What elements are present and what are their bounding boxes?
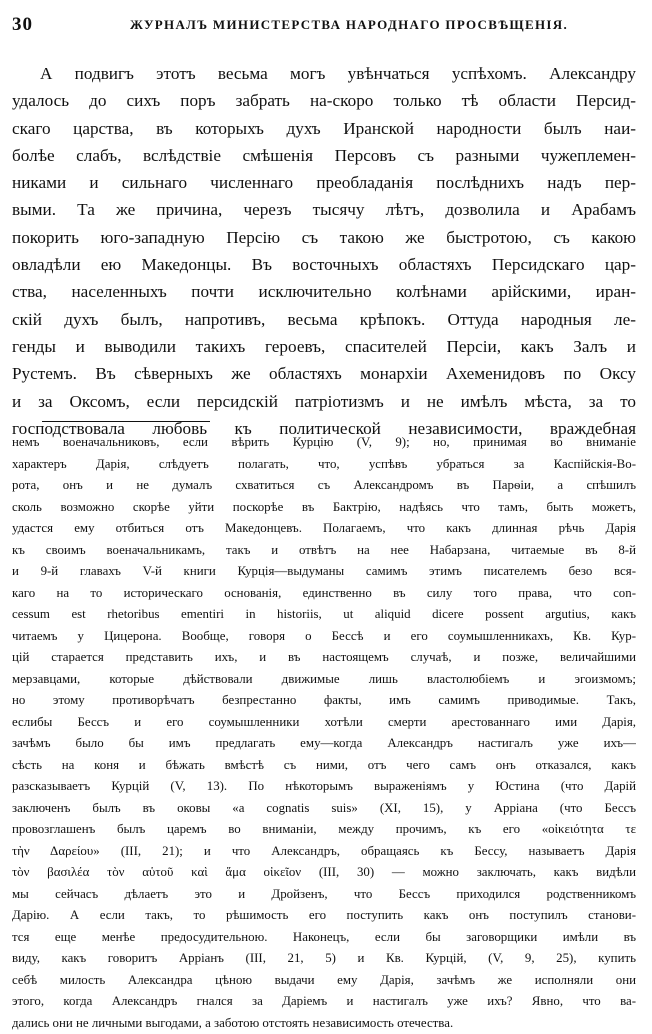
footnote-line: зачѣмъ было бы имъ предлагать ему—когда Александръ настигалъ уже ихъ— <box>12 733 636 755</box>
footnote-line: мы сейчасъ дѣлаетъ это и Дройзенъ, что Бессъ приходился родственникомъ <box>12 884 636 906</box>
footnote-line: τὴν Δαρείου» (III, 21); и что Александръ, обращаясь къ Бессу, называетъ Дарія <box>12 841 636 863</box>
footnote <box>12 432 636 1034</box>
footnote-line: провозглашенъ былъ царемъ во вниманіи, между прочимъ, къ его «οἰκειότητα τε <box>12 819 636 841</box>
footnote-line: еслибы Бессъ и его соумышленники хотѣли смерти арестованнаго ими Дарія, <box>12 712 636 734</box>
footnote-line: и 9-й главахъ V-й книги Курція—выдуманы самимъ этимъ писателемъ безо вся- <box>12 561 636 583</box>
main-text-line: ства, населенныхъ почти исключительно колѣнами арійскими, иран- <box>12 278 636 305</box>
footnote-line: виду, какъ говоритъ Арріанъ (III, 21, 5) и Кв. Курцій, (V, 9, 25), купить <box>12 948 636 970</box>
footnote-line: τὸν βασιλέα τὸν αὑτοῦ καὶ ἅμα οἰκεῖον (III, 30) — можно заключать, какъ видѣли <box>12 862 636 884</box>
main-text-line: А подвигъ этотъ весьма могъ увѣнчаться успѣхомъ. Александру <box>12 60 636 87</box>
main-text-line: покорить юго-западную Персію съ такою же быстротою, съ какою <box>12 224 636 251</box>
footnote-separator <box>42 421 210 422</box>
main-text-line: господствовала любовь къ политической независимости, враждебная <box>12 415 636 442</box>
footnote-line: Дарію. А если такъ, то рѣшимость его поступить какъ онъ поступилъ станови- <box>12 905 636 927</box>
page-number: 30 <box>12 14 33 36</box>
main-text-line: скаго царства, въ которыхъ духъ Иранской народности былъ наи- <box>12 115 636 142</box>
main-text-line: никами и сильнаго численнаго преобладанія послѣднихъ надъ пер- <box>12 169 636 196</box>
main-text-line: генды и выводили такихъ героевъ, спасителей Персіи, какъ Залъ и <box>12 333 636 360</box>
footnote-line: но этому противорѣчатъ безпрестанно факты, имъ самимъ приводимые. Такъ, <box>12 690 636 712</box>
main-text <box>12 60 636 442</box>
footnote-line: характеръ Дарія, слѣдуетъ полагать, что, успѣвъ убраться за Каспійскія-Во- <box>12 454 636 476</box>
footnote-line: дались они не личными выгодами, а заботою отстоять независимость отечества. <box>12 1013 636 1034</box>
footnote-line: сколь возможно скорѣе уйти поскорѣе въ Бактрію, надѣясь что тамъ, быть можетъ, <box>12 497 636 519</box>
main-text-line: выми. Та же причина, черезъ тысячу лѣтъ, дозволила и Арабамъ <box>12 196 636 223</box>
footnote-line: cessum est rhetoribus ementiri in historiis, ut aliquid dicere possent argutius, какъ <box>12 604 636 626</box>
footnote-line: немъ военачальниковъ, если вѣрить Курцію (V, 9); но, принимая во вниманіе <box>12 432 636 454</box>
footnote-line: сѣсть на коня и бѣжать вмѣстѣ съ ними, отъ чего самъ онъ отказался, какъ <box>12 755 636 777</box>
page-header <box>12 14 636 36</box>
footnote-line: мерзавцами, которые дѣйствовали движимые лишь властолюбіемъ и эгоизмомъ; <box>12 669 636 691</box>
main-text-line: овладѣли ею Македонцы. Въ восточныхъ областяхъ Персидскаго цар- <box>12 251 636 278</box>
main-text-line: Рустемъ. Въ сѣверныхъ же областяхъ монархіи Ахеменидовъ по Оксу <box>12 360 636 387</box>
footnote-line: тся еще менѣе предосудительною. Наконецъ, если бы заговорщики имѣли въ <box>12 927 636 949</box>
footnote-line: этого, когда Александръ гнался за Даріемъ и настигалъ уже ихъ? Явно, что ва- <box>12 991 636 1013</box>
footnote-line: разсказываетъ Курцій (V, 13). По нѣкоторымъ выраженіямъ у Юстина (что Дарій <box>12 776 636 798</box>
footnote-line: рота, онъ и не думалъ схватиться съ Александромъ въ Парѳіи, а спѣшилъ <box>12 475 636 497</box>
footnote-line: къ своимъ военачальникамъ, такъ и отвѣтъ на нее Набарзана, читаемые въ 8-й <box>12 540 636 562</box>
footnote-line: заключенъ былъ въ оковы «a cognatis suis» (XI, 15), у Арріана (что Бессъ <box>12 798 636 820</box>
footnote-line: читаемъ у Цицерона. Вообще, говоря о Бессѣ и его соумышленникахъ, Кв. Кур- <box>12 626 636 648</box>
footnote-line: себѣ милость Александра цѣною выдачи ему Дарія, зачѣмъ же исполняли они <box>12 970 636 992</box>
main-text-line: скій духъ былъ, напротивъ, весьма крѣпокъ. Оттуда народныя ле- <box>12 306 636 333</box>
footnote-line: каго на то историческаго основанія, единственно въ силу того права, что con- <box>12 583 636 605</box>
footnote-line: цій старается представить ихъ, и въ настоящемъ случаѣ, и позже, величайшими <box>12 647 636 669</box>
footnote-line: удастся ему отбиться отъ Македонцевъ. Полагаемъ, что какъ длинная рѣчь Дарія <box>12 518 636 540</box>
main-text-line: и за Оксомъ, если персидскій патріотизмъ и не имѣлъ мѣста, за то <box>12 388 636 415</box>
main-text-line: болѣе слабъ, вслѣдствіе смѣшенія Персовъ съ разными чужеплемен- <box>12 142 636 169</box>
running-title: ЖУРНАЛЪ МИНИСТЕРСТВА НАРОДНАГО ПРОСВѢЩЕНІЯ. <box>62 17 636 33</box>
main-text-line: удалось до сихъ поръ забрать на-скоро только тѣ области Персид- <box>12 87 636 114</box>
